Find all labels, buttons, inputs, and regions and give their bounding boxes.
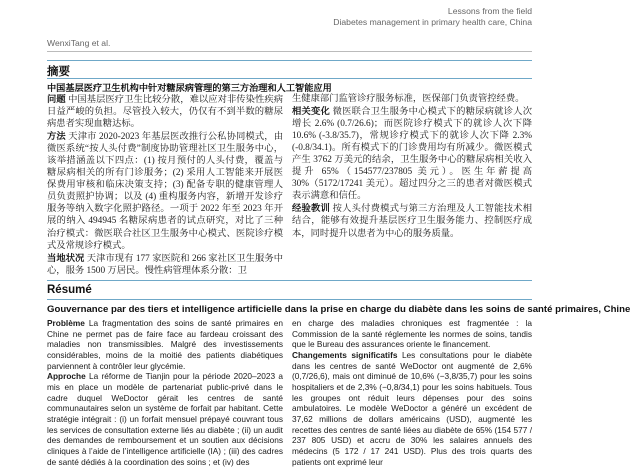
zh-para-setting-cont [292,93,532,105]
zh-text-changes: 微医联合卫生服务中心模式下的糖尿病就诊人次增长 2.6% (0.7/26.6)；而医院诊疗模式下的就诊人次下降 10.6% (-3.8/35.7)，常规诊疗模式下的就诊人次下降 2.3% (-0.8/34.1)。所有模式下的门诊费用均有所减少。微医模式产生 3762 万美元的结余，卫生服务中心的糖尿病相关收入提升 65%（154577/237805 美元）。医生年薪提高 30%（5172/17241 美元）。超过四分之三的患者对微医模式表示满意和信任。 [292,107,532,202]
zh-para-problem [47,93,283,130]
fr-abstract-title: Gouvernance par des tiers et intelligence artificielle dans la prise en charge du diabète dans les soins de santé primaires, Chine [47,304,630,315]
fr-column-right [292,318,532,467]
header-divider [47,51,532,52]
zh-para-lessons [292,202,532,239]
header-section-label: Lessons from the field [447,6,532,16]
zh-column-left [47,93,283,276]
fr-text-problem: La fragmentation des soins de santé primaires en Chine ne permet pas de faire face au fardeau croissant des maladies non transmissibles. Malgré des investissements considérables, moins de la moitié des patients diabétiques parviennent à contrôler leur glycémie. [47,318,283,371]
zh-label-lessons: 经验教训 [292,203,331,214]
zh-heading-rule-top [47,60,532,61]
fr-column-left [47,318,283,467]
zh-text-setting-cont: 生健康部门监管诊疗服务标准，医保部门负责管控经费。 [292,94,525,104]
zh-para-setting [47,252,283,277]
fr-label-changes: Changements significatifs [292,349,398,360]
zh-para-changes [292,105,532,202]
zh-text-lessons: 按人头付费模式与第三方治理及人工智能技术相结合，能够有效提升基层医疗卫生服务能力、控制医疗成本，同时提升以患者为中心的服务质量。 [292,204,532,239]
zh-para-approach [47,130,283,251]
header-article-topic: Diabetes management in primary health care, China [333,17,532,27]
fr-heading-rule-top [47,280,532,281]
zh-label-problem: 问题 [47,94,66,104]
zh-label-changes: 相关变化 [292,106,331,117]
zh-label-setting: 当地状况 [47,252,85,263]
fr-para-problem [47,318,283,371]
zh-text-approach: 天津市 2020-2023 年基层医改推行公私协同模式，由微医系统“按人头付费”制度协助管理社区卫生服务中心，该举措涵盖以下四点：(1) 按月预付的人头付费，覆盖与糖尿病相关的所有门诊服务；(2) 采用人工智能来开展医保费用审核和临床决策支持；(3) 配备专职的健康管理人员负责照护协调；以及 (4) 重构服务内容，新增开发诊疗服务等纳入数字化照护路径。一项于 2022 年至 2023 年开展的纳入 494945 名糖尿病患者的试点研究，对比了三种治疗模式：微医联合社区卫生服务中心模式、医院诊疗模式及常规诊疗模式。 [47,132,283,251]
fr-text-changes: Les consultations pour le diabète dans les centres de santé WeDoctor ont augmenté de 2,6% (0,7/26,6), mais ont diminué de 10,6% (−3,8/35,7) pour les soins hospitaliers et de 2,3% (−0,8/34,1) pour les soins habituels. Tous les groupes ont réduit leurs dépenses pour des soins ambulatoires. Le modèle WeDoctor a généré un excédent de 37,62 millions de dollars américains (USD), augmenté les recettes des centres de santé liées au diabète de 65% (154 577 / 237 805 USD) et accru de 30% les salaires annuels des médecins (5 172 / 17 241 USD). Plus des trois quarts des patients ont exprimé leur [292,349,532,467]
fr-para-approach [47,371,283,467]
fr-abstract-heading: Résumé [47,284,92,296]
fr-label-approach: Approche [47,371,86,382]
fr-text-approach: La réforme de Tianjin pour la période 2020–2023 a mis en place un modèle de partenariat public-privé dans le cadre duquel WeDoctor gérait les centres de santé communautaires selon un système de forfait par habitant. Cette stratégie intégrait : (i) un forfait mensuel prépayé couvrant tous les services de consultation externe liés au diabète ; (ii) un audit des demandes de remboursement et un soutien aux décisions cliniques à l’aide de l’intelligence artificielle (IA) ; (iii) des cadres de santé dédiés à la coordination des soins ; et (iv) des [47,371,283,467]
fr-para-setting-cont [292,318,532,350]
zh-text-setting: 天津市现有 177 家医院和 266 家社区卫生服务中心，服务 1500 万居民。慢性病管理体系分散：卫 [47,253,283,276]
fr-heading-rule-bottom [47,299,532,300]
zh-abstract-heading: 摘要 [47,66,70,78]
zh-column-right [292,93,532,239]
zh-heading-rule-bottom [47,78,532,79]
zh-abstract-title: 中国基层医疗卫生机构中针对糖尿病管理的第三方治理和人工智能应用 [47,83,332,93]
fr-label-problem: Problème [47,318,85,328]
fr-para-changes [292,350,532,467]
zh-text-problem: 中国基层医疗卫生比较分散，难以应对非传染性疾病日益严峻的负担。尽管投入较大，仍仅有不到半数的糖尿病患者实现血糖达标。 [47,95,283,130]
fr-text-setting-cont: en charge des maladies chroniques est fragmentée : la Commission de la santé réglemente les normes de soins, tandis que le Bureau des assurances oriente le financement. [292,318,532,350]
header-authors: WenxiTang et al. [47,38,111,48]
zh-label-approach: 方法 [47,131,66,142]
running-header [333,6,532,28]
